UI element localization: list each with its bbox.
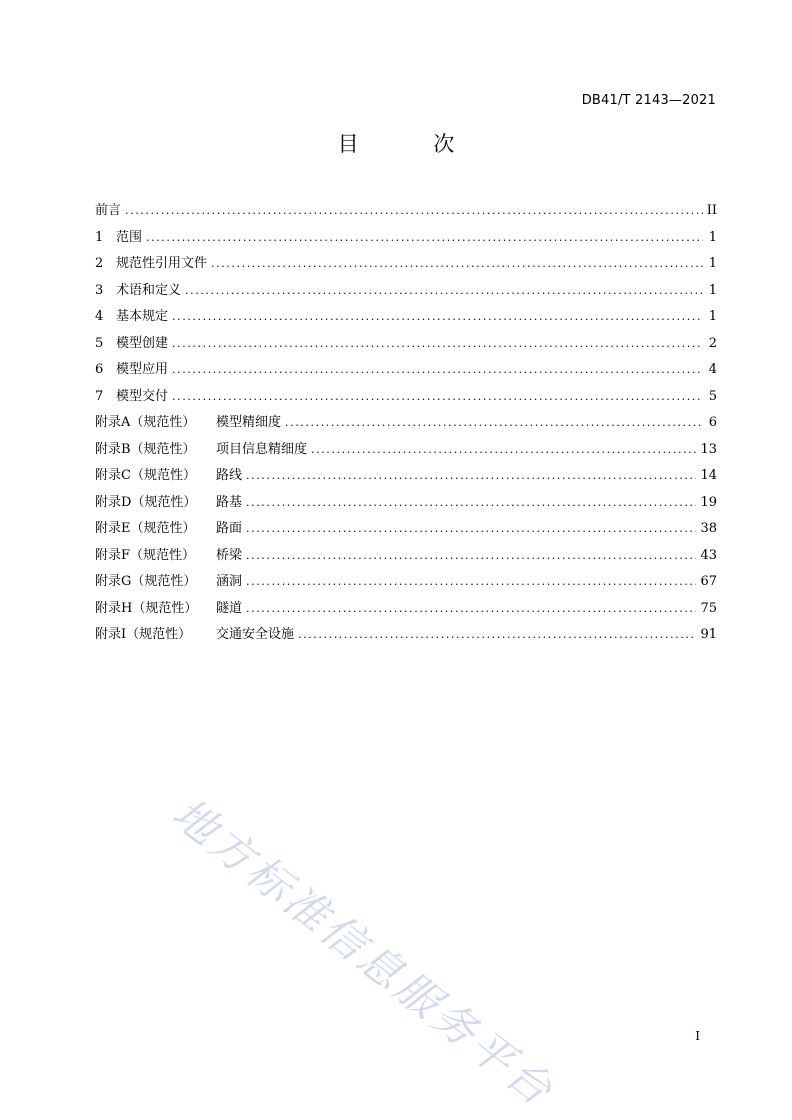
toc-entry-page: 19: [700, 494, 717, 510]
toc-entry-appendix: 附录D（规范性）: [95, 494, 197, 510]
toc-entry-appendix: 附录H（规范性）: [95, 600, 198, 616]
toc-entry-appendix-d[interactable]: [95, 490, 717, 517]
toc-entry-label: 项目信息精细度: [216, 441, 308, 457]
toc-entry-appendix: 附录G（规范性）: [95, 574, 197, 589]
toc-leader-dots: [246, 543, 696, 570]
toc-entry-appendix: 附录A（规范性）: [95, 415, 196, 430]
toc-entry-page: 38: [700, 521, 717, 536]
toc-entry-foreword[interactable]: [95, 198, 717, 225]
toc-entry-appendix-b[interactable]: [95, 437, 717, 464]
toc-entry-model-delivery[interactable]: [95, 384, 717, 411]
toc-leader-dots: [146, 225, 703, 252]
toc-entry-number: 3: [95, 282, 104, 298]
toc-entry-number: 7: [95, 388, 104, 404]
toc-entry-appendix: 附录B（规范性）: [95, 441, 196, 457]
toc-entry-label: 模型创建: [116, 335, 169, 351]
toc-entry-page: 91: [700, 627, 717, 642]
toc-entry-appendix-i[interactable]: [95, 622, 717, 649]
toc-entry-appendix-e[interactable]: [95, 516, 717, 543]
toc-leader-dots: [298, 622, 696, 649]
toc-entry-label: 交通安全设施: [216, 627, 295, 642]
toc-entry-label: 涵洞: [216, 574, 243, 589]
page-number: I: [695, 1029, 700, 1043]
toc-entry-label: 模型应用: [116, 362, 169, 377]
toc-entry-page: 1: [708, 256, 717, 271]
toc-entry-appendix-f[interactable]: [95, 543, 717, 570]
toc-entry-label: 前言: [95, 203, 122, 218]
toc-leader-dots: [172, 384, 703, 411]
toc-entry-label: 模型精细度: [216, 415, 282, 430]
toc-leader-dots: [311, 437, 696, 464]
toc-entry-label: 术语和定义: [116, 282, 182, 298]
document-code: DB41/T 2143—2021: [581, 93, 716, 108]
toc-entry-appendix: 附录C（规范性）: [95, 468, 196, 483]
toc-leader-dots: [172, 304, 703, 331]
toc-entry-appendix-h[interactable]: [95, 596, 717, 623]
toc-entry-terms-definitions[interactable]: [95, 278, 717, 305]
toc-leader-dots: [246, 596, 696, 623]
toc-entry-number: 4: [95, 309, 104, 324]
toc-leader-dots: [246, 569, 696, 596]
toc-entry-appendix-a[interactable]: [95, 410, 717, 437]
toc-entry-appendix: 附录I（规范性）: [95, 627, 192, 642]
toc-entry-model-application[interactable]: [95, 357, 717, 384]
toc-entry-page: 1: [708, 309, 717, 324]
toc-leader-dots: [172, 357, 703, 384]
toc-entry-label: 规范性引用文件: [116, 256, 208, 271]
toc-entry-page: 13: [700, 441, 717, 457]
toc-leader-dots: [185, 278, 703, 305]
toc-entry-page: 67: [700, 574, 717, 589]
toc-entry-label: 基本规定: [116, 309, 169, 324]
table-of-contents: [95, 198, 717, 649]
toc-entry-page: 2: [708, 335, 717, 351]
toc-entry-label: 隧道: [216, 600, 243, 616]
toc-leader-dots: [246, 463, 696, 490]
toc-entry-number: 5: [95, 335, 104, 351]
toc-entry-number: 2: [95, 256, 104, 271]
toc-entry-model-creation[interactable]: [95, 331, 717, 358]
toc-entry-page: 14: [700, 468, 717, 483]
toc-entry-page: 1: [708, 282, 717, 298]
toc-entry-label: 路面: [216, 521, 243, 536]
toc-leader-dots: [285, 410, 703, 437]
toc-entry-number: 6: [95, 362, 104, 377]
watermark: 地方标准信息服务平台: [162, 788, 564, 1118]
toc-entry-page: 5: [708, 388, 717, 404]
toc-entry-label: 桥梁: [216, 547, 243, 563]
toc-entry-label: 范围: [116, 229, 143, 245]
toc-leader-dots: [246, 516, 696, 543]
toc-entry-page: 6: [708, 415, 717, 430]
toc-entry-number: 1: [95, 229, 104, 245]
toc-entry-label: 模型交付: [116, 388, 169, 404]
toc-leader-dots: [211, 251, 703, 278]
toc-entry-appendix-c[interactable]: [95, 463, 717, 490]
toc-entry-label: 路线: [216, 468, 243, 483]
page-title: 目 次: [337, 132, 489, 156]
toc-entry-page: 75: [700, 600, 717, 616]
toc-entry-page: 43: [700, 547, 717, 563]
toc-leader-dots: [246, 490, 696, 517]
toc-entry-label: 路基: [216, 494, 243, 510]
toc-entry-appendix-g[interactable]: [95, 569, 717, 596]
toc-entry-page: 4: [708, 362, 717, 377]
toc-entry-appendix: 附录F（规范性）: [95, 547, 196, 563]
toc-entry-page: 1: [708, 229, 717, 245]
toc-entry-scope[interactable]: [95, 225, 717, 252]
toc-entry-normative-references[interactable]: [95, 251, 717, 278]
toc-leader-dots: [125, 198, 703, 225]
toc-leader-dots: [172, 331, 703, 358]
toc-entry-basic-provisions[interactable]: [95, 304, 717, 331]
toc-entry-appendix: 附录E（规范性）: [95, 521, 196, 536]
toc-entry-page: II: [706, 203, 717, 218]
